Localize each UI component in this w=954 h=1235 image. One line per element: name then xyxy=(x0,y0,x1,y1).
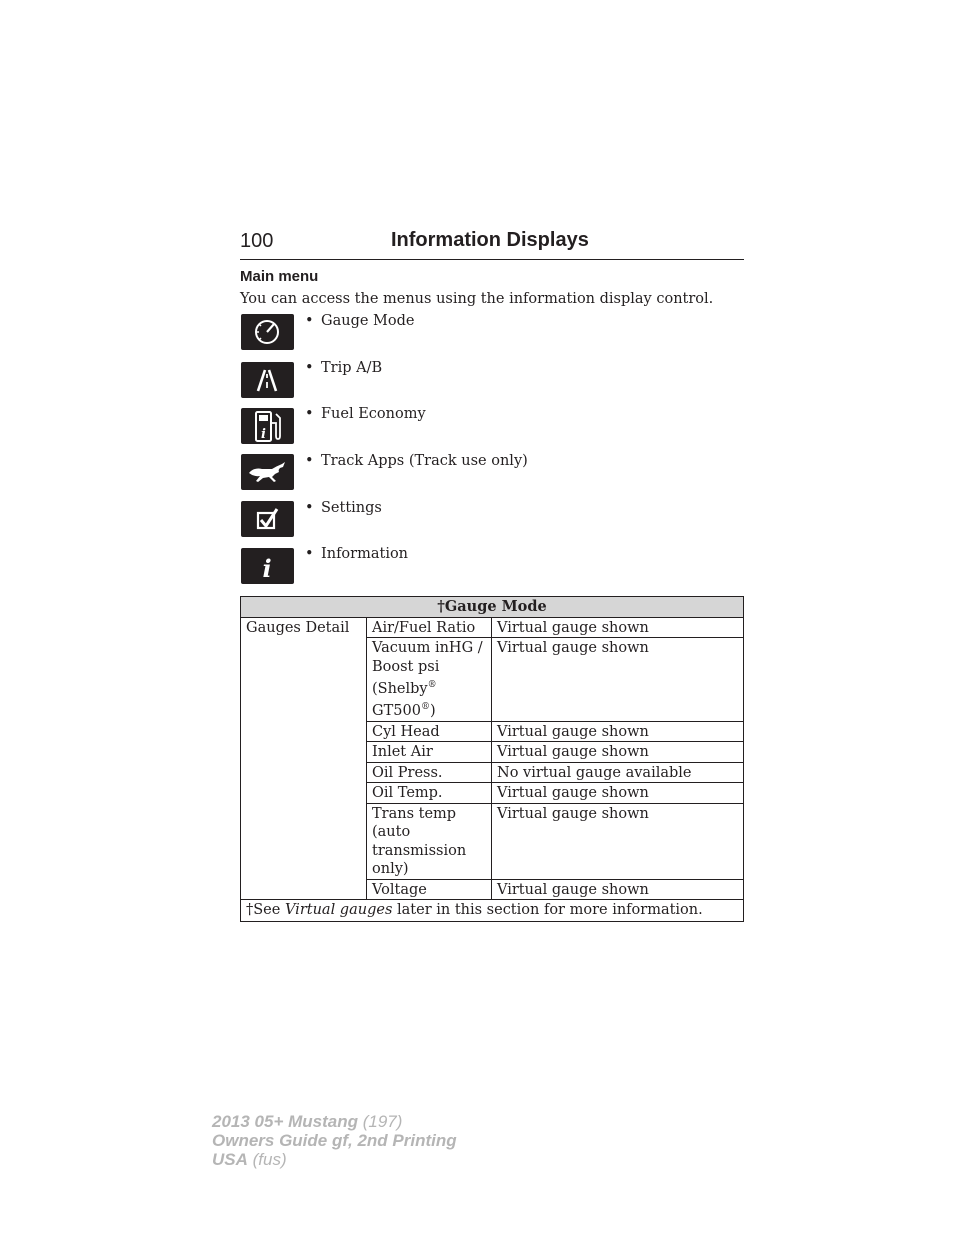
footer-line-1: 2013 05+ Mustang (197) xyxy=(212,1112,403,1131)
road-icon xyxy=(241,362,294,398)
svg-text:i: i xyxy=(262,554,272,583)
gauge-status: No virtual gauge available xyxy=(492,762,744,783)
section-title: Information Displays xyxy=(391,229,589,251)
gauge-name: Cyl Head xyxy=(367,721,492,742)
table-footnote-row xyxy=(241,900,744,922)
table-footnote: †See Virtual gauges later in this section for more information. xyxy=(241,900,744,922)
group-label: Gauges Detail xyxy=(241,617,367,900)
menu-item-fuel-economy: • Fuel Economy xyxy=(305,406,426,422)
gauge-status: Virtual gauge shown xyxy=(492,879,744,900)
gauge-name: Oil Temp. xyxy=(367,783,492,804)
main-menu-heading: Main menu xyxy=(240,268,319,285)
fuel-pump-icon xyxy=(241,408,294,444)
info-icon xyxy=(241,548,294,584)
gauge-mode-table xyxy=(240,596,744,922)
gauge-status: Virtual gauge shown xyxy=(492,638,744,722)
gauge-name: Oil Press. xyxy=(367,762,492,783)
table-header-row xyxy=(241,597,744,618)
gauge-name: Air/Fuel Ratio xyxy=(367,617,492,638)
menu-item-trip: • Trip A/B xyxy=(305,360,383,376)
gauge-name: Trans temp (auto transmission only) xyxy=(367,803,492,879)
menu-item-information: • Information xyxy=(305,546,409,562)
gauge-status: Virtual gauge shown xyxy=(492,721,744,742)
gauge-status: Virtual gauge shown xyxy=(492,803,744,879)
page-header xyxy=(240,228,744,260)
gauge-status: Virtual gauge shown xyxy=(492,617,744,638)
table-row xyxy=(241,617,744,638)
intro-text: You can access the menus using the information display control. xyxy=(240,291,714,307)
gauge-icon xyxy=(241,314,294,350)
gauge-name: Inlet Air xyxy=(367,742,492,763)
footer-line-2: Owners Guide gf, 2nd Printing xyxy=(212,1131,457,1150)
menu-item-gauge-mode: • Gauge Mode xyxy=(305,313,415,329)
table-title: †Gauge Mode xyxy=(241,597,744,618)
checkbox-icon xyxy=(241,501,294,537)
pony-icon xyxy=(241,454,294,490)
svg-text:i: i xyxy=(261,427,266,442)
gauge-name: Voltage xyxy=(367,879,492,900)
menu-item-settings: • Settings xyxy=(305,500,382,516)
footer-line-3: USA (fus) xyxy=(212,1150,287,1169)
page-footer xyxy=(212,1112,457,1169)
gauge-name: Vacuum inHG / Boost psi (Shelby® GT500®) xyxy=(367,638,492,722)
gauge-status: Virtual gauge shown xyxy=(492,783,744,804)
gauge-status: Virtual gauge shown xyxy=(492,742,744,763)
page-number: 100 xyxy=(240,230,274,252)
menu-item-track-apps: • Track Apps (Track use only) xyxy=(305,453,528,469)
